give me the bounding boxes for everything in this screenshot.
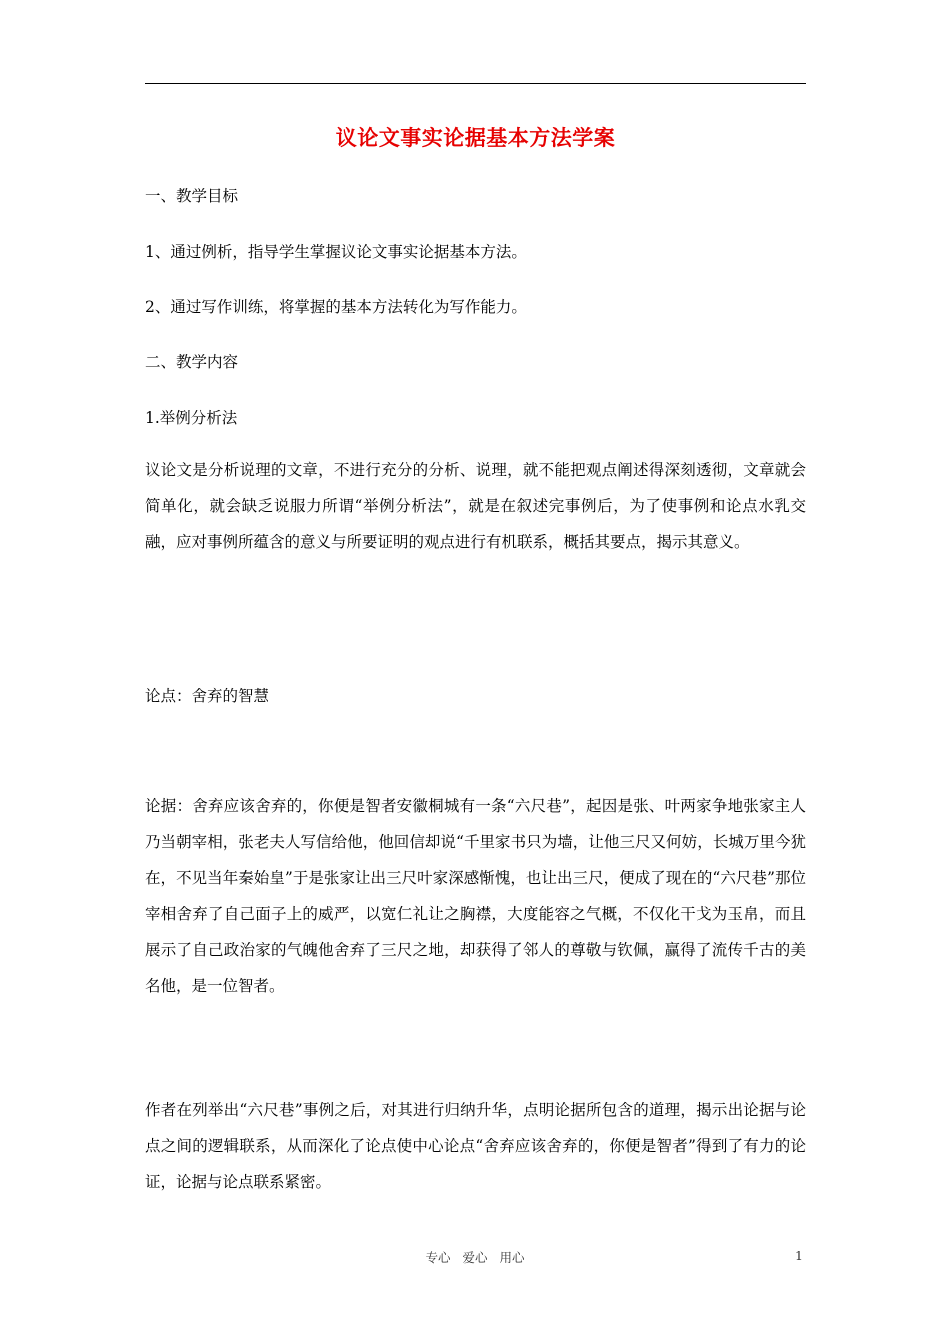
objective-item-2: 2、通过写作训练，将掌握的基本方法转化为写作能力。 xyxy=(145,298,527,316)
evidence-paragraph: 论据：舍弃应该舍弃的，你便是智者安徽桐城有一条“六尺巷”，起因是张、叶两家争地张家主人乃当朝宰相，张老夫人写信给他，他回信却说“千里家书只为墙，让他三尺又何妨，长城万里今犹在，不见当年秦始皇”于是张家让出三尺叶家深感惭愧，也让出三尺，便成了现在的“六尺巷”那位宰相舍弃了自己面子上的威严，以宽仁礼让之胸襟，大度能容之气概，不仅化干戈为玉帛，而且展示了自己政治家的气魄他舍弃了三尺之地，却获得了邻人的尊敬与钦佩，赢得了流传千古的美名他，是一位智者。 xyxy=(145,797,806,995)
analysis-paragraph: 作者在列举出“六尺巷”事例之后，对其进行归纳升华，点明论据所包含的道理，揭示出论据与论点之间的逻辑联系，从而深化了论点使中心论点“舍弃应该舍弃的，你便是智者”得到了有力的论证，论据与论点联系紧密。 xyxy=(145,1101,806,1191)
page-number: 1 xyxy=(795,1248,803,1263)
section-heading-content: 二、教学内容 xyxy=(145,353,239,371)
section-heading-objectives: 一、教学目标 xyxy=(145,187,239,205)
thesis-line: 论点：舍弃的智慧 xyxy=(145,687,270,705)
document-title: 议论文事实论据基本方法学案 xyxy=(335,125,616,150)
header-rule xyxy=(145,83,806,84)
objective-item-1: 1、通过例析，指导学生掌握议论文事实论据基本方法。 xyxy=(145,243,527,261)
subheading-example-analysis: 1.举例分析法 xyxy=(145,409,238,427)
intro-paragraph: 议论文是分析说理的文章，不进行充分的分析、说理，就不能把观点阐述得深刻透彻，文章就会简单化，就会缺乏说服力所谓“举例分析法”，就是在叙述完事例后，为了使事例和论点水乳交融，应对事例所蕴含的意义与所要证明的观点进行有机联系，概括其要点，揭示其意义。 xyxy=(145,461,806,551)
footer-slogan: 专心 爱心 用心 xyxy=(425,1250,525,1265)
